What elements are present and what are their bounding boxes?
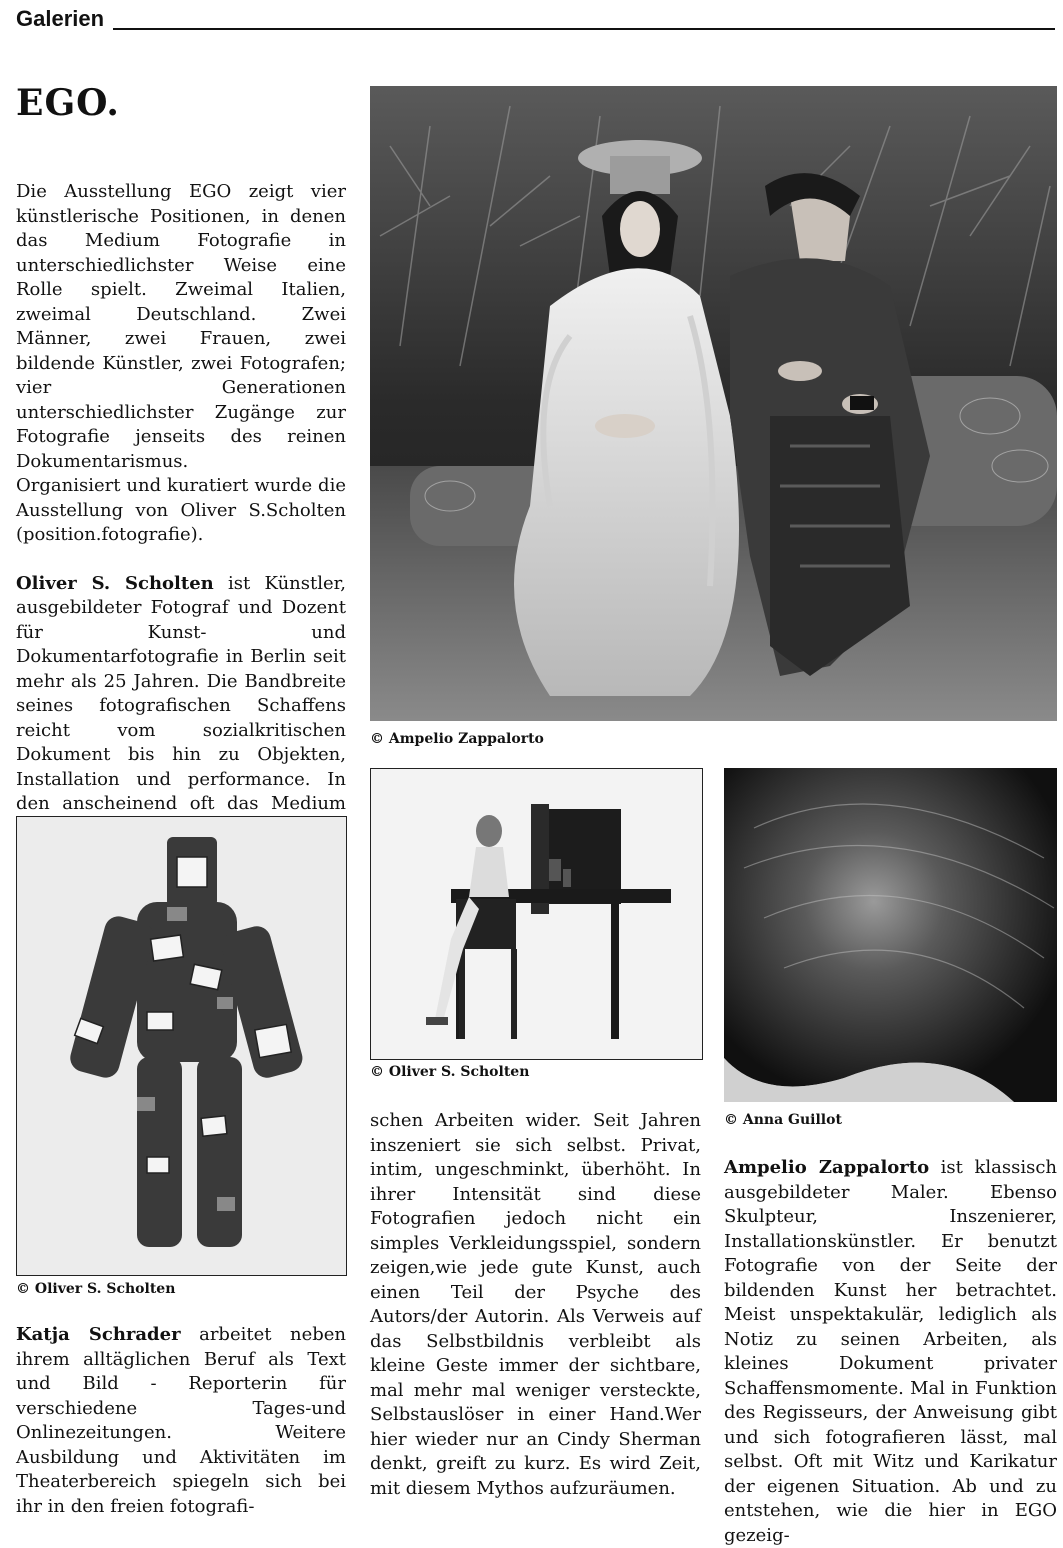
middle-paragraph	[370, 1109, 701, 1501]
caption-figure: © Oliver S. Scholten	[16, 1281, 176, 1297]
intro-paragraph-2: Organisiert und kuratiert wurde die Ausstellung von Oliver S.Scholten (position.fotografie).	[16, 475, 346, 545]
photo-couple	[370, 86, 1057, 721]
middle-text: schen Arbeiten wider. Seit Jahren inszeniert sie sich selbst. Privat, intim, ungeschminkt, überhöht. In ihrer Intensität sind diese Fotografien jedoch nicht ein simples Verkleidungsspiel, sondern zeigen,wie jede gute Kunst, auch einen Teil der Psyche des Autors/der Autorin. Als Verweis auf das Selbstbildnis verbleibt als kleine Geste immer der sichtbare, mal mehr mal weniger versteckte, Selbstauslöser in einer Hand.Wer hier wieder nur an Cindy Sherman denkt, greift zu kurz. Es wird Zeit, mit diesem Mythos aufzuräumen.	[370, 1110, 701, 1499]
photo-camera	[370, 768, 703, 1060]
section-label: Galerien	[16, 6, 105, 31]
schrader-text: arbeitet neben ihrem alltäglichen Beruf als Text und Bild - Reporterin für verschiedene Tages-und Onlinezeitungen. Weitere Ausbildung und Aktivitäten im Theaterbereich spiegeln sich bei ihr in den freien fotografi-	[16, 1324, 347, 1517]
zappalorto-name: Ampelio Zappalorto	[724, 1157, 930, 1178]
scholten-text: ist Künstler, ausgebildeter Fotograf und Dozent für Kunst- und Dokumentarfotografie in Berlin seit mehr als 25 Jahren. Die Bandbreite seines fotografischen Schaffens reicht vom sozialkritischen Dokument bis hin zu Objekten, Installation und performance. In den anscheinend oft das Medium	[16, 572, 347, 814]
caption-couple: © Ampelio Zappalorto	[370, 731, 544, 747]
figure-photo-svg	[17, 817, 346, 1275]
camera-photo-svg	[371, 769, 702, 1059]
zappalorto-paragraph	[724, 1156, 1057, 1548]
header-rule	[113, 28, 1055, 30]
caption-hair: © Anna Guillot	[724, 1112, 842, 1128]
schrader-name: Katja Schrader	[16, 1324, 181, 1345]
zappalorto-text: ist klassisch ausgebildeter Maler. Ebenso Skulpteur, Inszenierer, Installationskünstler. Er benutzt Fotografie von der Seite der bildenden Kunst her betrachtet. Meist unspektakulär, lediglich als Notiz zu seinen Arbeiten, als kleines Dokument privater Schaffensmomente. Mal in Funktion des Regisseurs, der Anweisung gibt und sich fotografieren lässt, mal selbst. Oft mit Witz und Karikatur der eigenen Situation. Ab und zu entstehen, wie die hier in EGO gezeig-	[724, 1157, 1057, 1546]
intro-text	[16, 180, 346, 915]
scholten-name: Oliver S. Scholten	[16, 572, 214, 594]
photo-figure	[16, 816, 347, 1276]
intro-paragraph-1: Die Ausstellung EGO zeigt vier künstlerische Positionen, in denen das Medium Fotografie in unterschiedlichster Weise eine Rolle spielt. Zweimal Italien, zweimal Deutschland. Zwei Männer, zwei Frauen, zwei bildende Künstler, zwei Fotografen; vier Generationen unterschiedlichster Zugänge zur Fotografie jenseits des reinen Dokumentarismus.	[16, 181, 346, 472]
couple-photo-svg	[370, 86, 1057, 721]
caption-camera: © Oliver S. Scholten	[370, 1064, 530, 1080]
schrader-paragraph	[16, 1323, 346, 1519]
article-title: EGO.	[16, 82, 120, 124]
photo-hair	[724, 768, 1057, 1102]
hair-photo-svg	[724, 768, 1057, 1102]
